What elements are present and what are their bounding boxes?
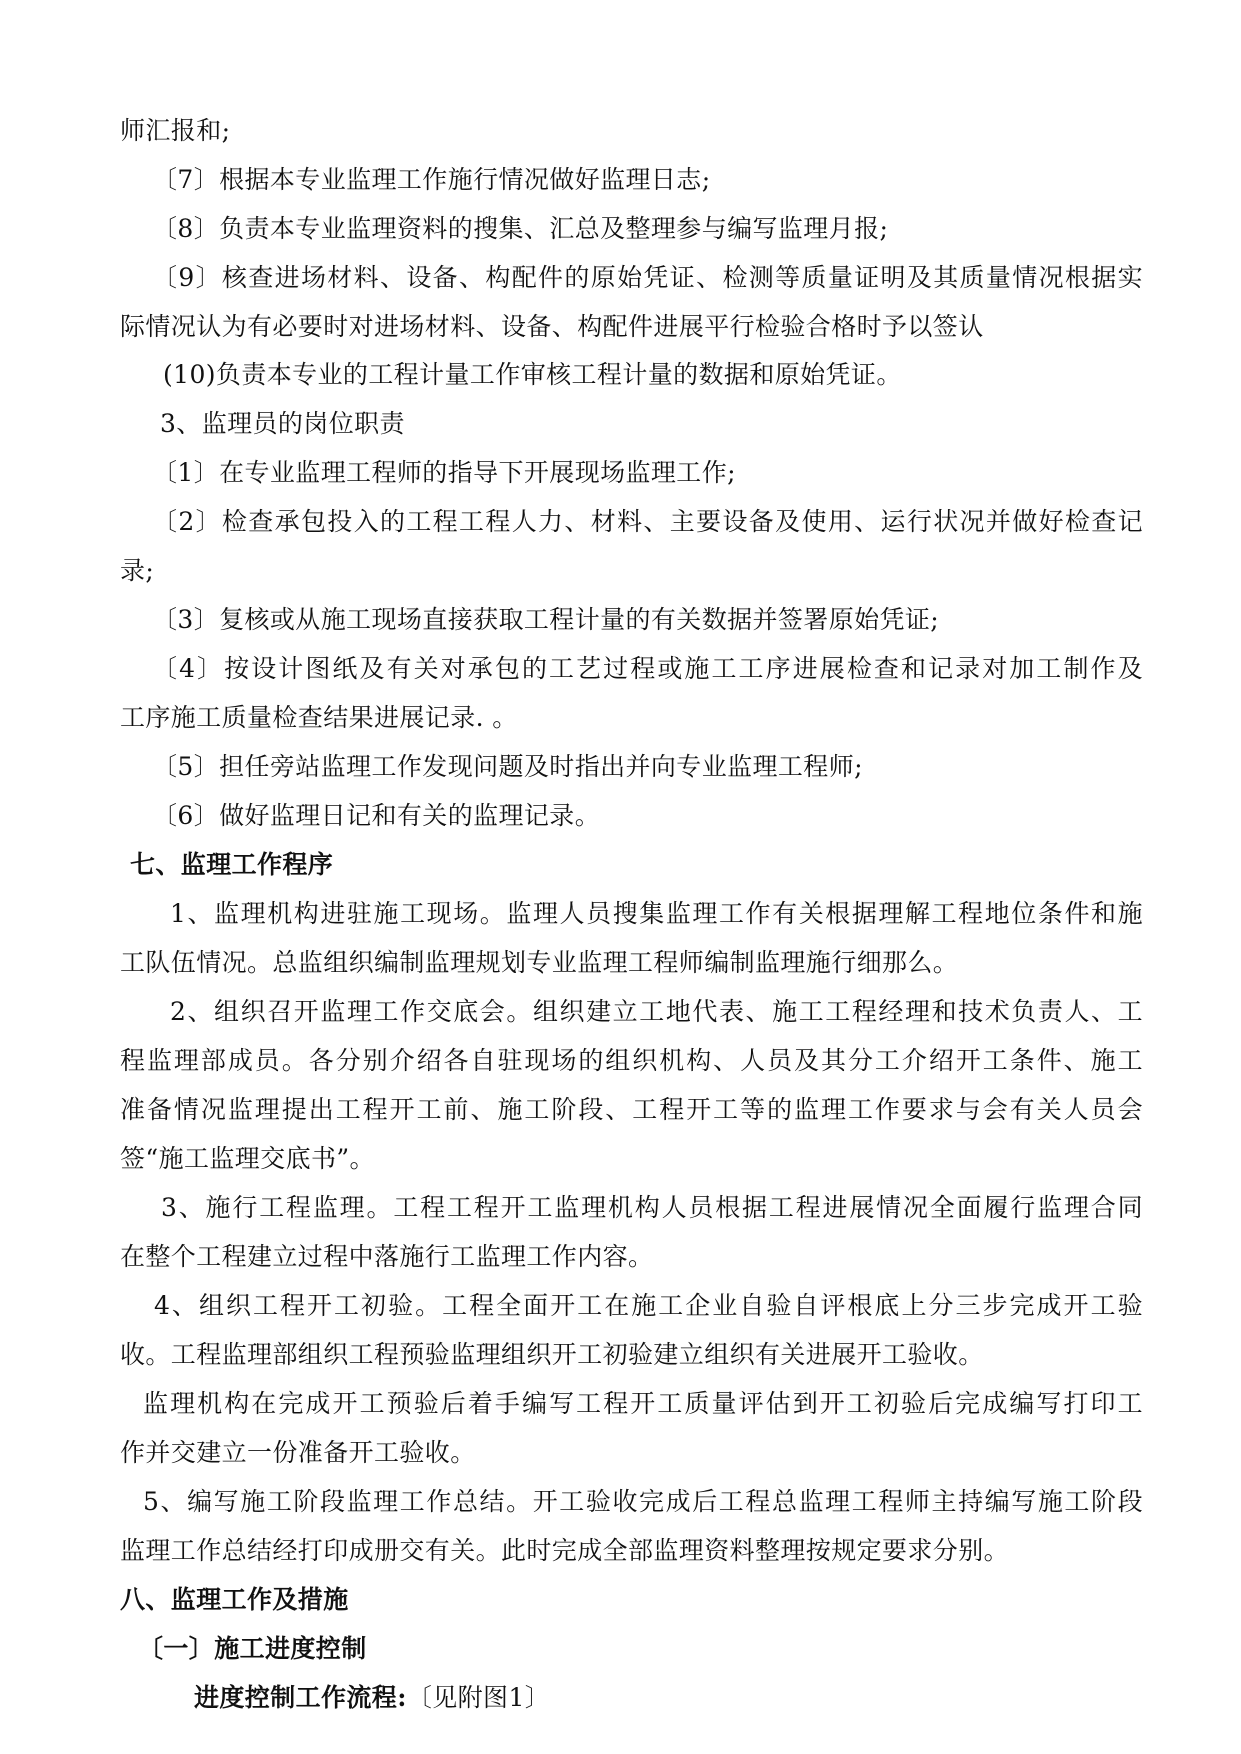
text-line: 监理工作总结经打印成册交有关。此时完成全部监理资料整理按规定要求分别。 [120, 1536, 1010, 1565]
section-heading-7: 七、监理工作程序 [130, 850, 334, 879]
section-heading-8: 八、监理工作及措施 [120, 1585, 349, 1614]
text-line: 〔7〕根据本专业监理工作施行情况做好监理日志; [152, 165, 711, 194]
text-line: 在整个工程建立过程中落施行工监理工作内容。 [120, 1242, 654, 1271]
text-line: 〔5〕担任旁站监理工作发现问题及时指出并向专业监理工程师; [152, 752, 863, 781]
text-line: 2、组织召开监理工作交底会。组织建立工地代表、施工工程经理和技术负责人、工 [170, 997, 1143, 1026]
text-line: 〔9〕核查进场材料、设备、构配件的原始凭证、检测等质量证明及其质量情况根据实 [152, 263, 1143, 292]
text-line: 工队伍情况。总监组织编制监理规划专业监理工程师编制监理施行细那么。 [120, 948, 959, 977]
text-line: 准备情况监理提出工程开工前、施工阶段、工程开工等的监理工作要求与会有关人员会 [120, 1095, 1143, 1124]
text-line: 录; [120, 556, 155, 585]
text-line: 际情况认为有必要时对进场材料、设备、构配件进展平行检验合格时予以签认 [120, 312, 984, 341]
flow-label: 进度控制工作流程: [194, 1683, 407, 1712]
text-line: 收。工程监理部组织工程预验监理组织开工初验建立组织有关进展开工验收。 [120, 1340, 984, 1369]
text-line: 签“施工监理交底书”。 [120, 1144, 375, 1173]
text-line: 〔3〕复核或从施工现场直接获取工程计量的有关数据并签署原始凭证; [152, 605, 940, 634]
text-line: 〔2〕检查承包投入的工程工程人力、材料、主要设备及使用、运行状况并做好检查记 [152, 507, 1143, 536]
text-line: 5、编写施工阶段监理工作总结。开工验收完成后工程总监理工程师主持编写施工阶段 [143, 1487, 1143, 1516]
flow-ref: 〔见附图1〕 [406, 1683, 551, 1712]
text-line: 师汇报和; [120, 116, 231, 145]
text-line: (10)负责本专业的工程计量工作审核工程计量的数据和原始凭证。 [163, 360, 902, 389]
text-line: 〔1〕在专业监理工程师的指导下开展现场监理工作; [152, 458, 736, 487]
text-line: 1、监理机构进驻施工现场。监理人员搜集监理工作有关根据理解工程地位条件和施 [170, 899, 1143, 928]
text-line: 监理机构在完成开工预验后着手编写工程开工质量评估到开工初验后完成编写打印工 [143, 1389, 1143, 1418]
text-line: 程监理部成员。各分别介绍各自驻现场的组织机构、人员及其分工介绍开工条件、施工 [120, 1046, 1143, 1075]
text-line: 〔6〕做好监理日记和有关的监理记录。 [152, 801, 601, 830]
text-line: 〔4〕按设计图纸及有关对承包的工艺过程或施工工序进展检查和记录对加工制作及 [152, 654, 1143, 683]
text-line: 4、组织工程开工初验。工程全面开工在施工企业自验自评根底上分三步完成开工验 [154, 1291, 1143, 1320]
text-line: 作并交建立一份准备开工验收。 [120, 1438, 476, 1467]
subsection-heading: 〔一〕施工进度控制 [138, 1634, 367, 1663]
flow-reference-line [194, 1683, 550, 1713]
text-line: 3、施行工程监理。工程工程开工监理机构人员根据工程进展情况全面履行监理合同 [161, 1193, 1143, 1222]
section-heading-3: 3、监理员的岗位职责 [160, 409, 405, 438]
text-line: 〔8〕负责本专业监理资料的搜集、汇总及整理参与编写监理月报; [152, 214, 889, 243]
text-line: 工序施工质量检查结果进展记录. 。 [120, 703, 518, 732]
